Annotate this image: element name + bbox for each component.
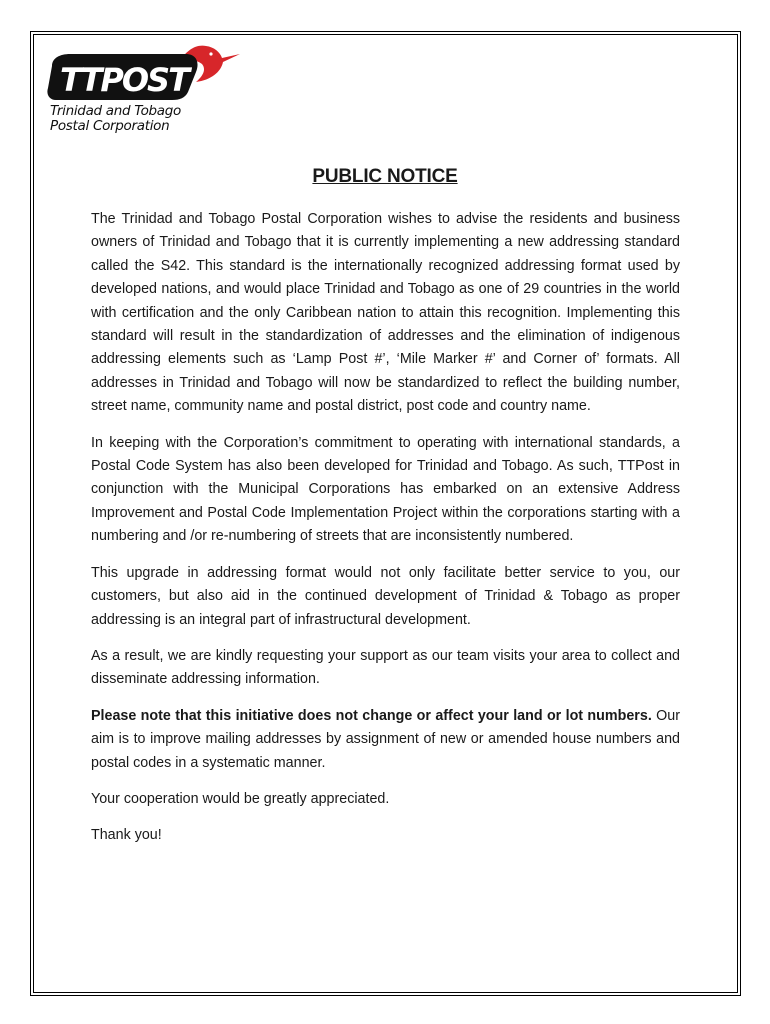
svg-text:TTPOST: TTPOST bbox=[60, 61, 188, 99]
closing: Thank you! bbox=[91, 827, 162, 844]
paragraph-5 bbox=[91, 705, 680, 775]
notice-title: PUBLIC NOTICE bbox=[312, 166, 458, 187]
paragraph-2: In keeping with the Corporation’s commitment to operating with international standards, a Postal Code System has also been developed for Trinidad and Tobago. As such, TTPost in conjunction with the Municipal Corporations has embarked on an extensive Address Improvement and Postal Code Implementation Project within the corporations starting with a numbering and /or re-numbering of streets that are inconsistently numbered. bbox=[91, 434, 680, 545]
logo-subtitle-line1: Trinidad and Tobago bbox=[50, 103, 182, 119]
paragraph-6: Your cooperation would be greatly appreciated. bbox=[91, 790, 390, 807]
ttpost-logo bbox=[46, 42, 246, 142]
paragraph-1: The Trinidad and Tobago Postal Corporation wishes to advise the residents and business owners of Trinidad and Tobago that it is currently implementing a new addressing standard called the S42. This standard is the internationally recognized addressing format used by developed nations, and would place Trinidad and Tobago as one of 29 countries in the world with certification and the only Caribbean nation to attain this recognition. Implementing this standard will result in the standardization of addresses and the elimination of indigenous addressing elements such as ‘Lamp Post #’, ‘Mile Marker #’ and Corner of’ formats. All addresses in Trinidad and Tobago will now be standardized to reflect the building number, street name, community name and postal district, post code and country name. bbox=[91, 211, 680, 415]
logo-subtitle-line2: Postal Corporation bbox=[50, 118, 170, 134]
notice-body bbox=[91, 208, 680, 861]
paragraph-5-emphasis: Please note that this initiative does not change or affect your land or lot numbers. bbox=[91, 707, 652, 724]
ttpost-logo-mark bbox=[46, 42, 246, 104]
paragraph-5-rest: Our aim is to improve mailing addresses by assignment of new or amended house numbers and postal codes in a systematic manner. bbox=[91, 707, 680, 771]
paragraph-4: As a result, we are kindly requesting your support as our team visits your area to collect and disseminate addressing information. bbox=[91, 647, 680, 688]
paragraph-3: This upgrade in addressing format would not only facilitate better service to you, our customers, but also aid in the continued development of Trinidad & Tobago as proper addressing is an integral part of infrastructural development. bbox=[91, 564, 680, 628]
logo-subtitle bbox=[50, 104, 181, 134]
